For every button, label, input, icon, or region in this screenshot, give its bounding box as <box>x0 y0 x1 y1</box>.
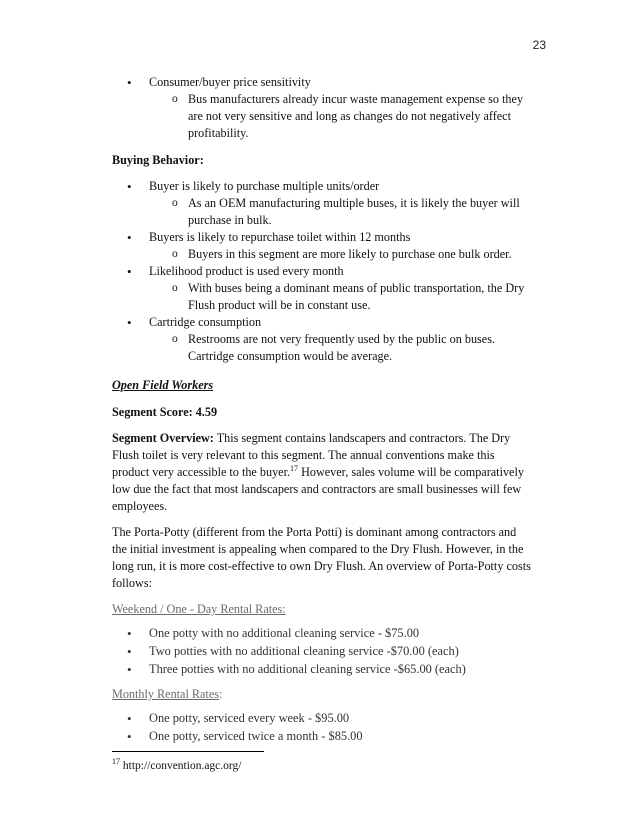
buying-behavior-sub-3a: o With buses being a dominant means of public transportation, the Dry <box>188 280 524 297</box>
segment-overview-line-5: employees. <box>112 499 168 513</box>
porta-potty-paragraph-line-1: The Porta-Potty (different from the Porta Potti) is dominant among contractors and <box>112 525 517 539</box>
buying-behavior-bullet-2: • Buyers is likely to repurchase toilet within 12 months <box>149 229 410 246</box>
buying-behavior-sub-4a: o Restrooms are not very frequently used by the public on buses. <box>188 331 495 348</box>
porta-potty-paragraph-line-4: follows: <box>112 576 152 590</box>
buying-behavior-bullet-1: • Buyer is likely to purchase multiple units/order <box>149 178 379 195</box>
segment-overview-label: Segment Overview: <box>112 431 214 445</box>
footnote-separator <box>112 751 264 752</box>
buying-behavior-bullet-3: • Likelihood product is used every month <box>149 263 344 280</box>
footnote-reference: 17 <box>290 463 299 473</box>
footnote-number: 17 <box>112 757 120 767</box>
segment-overview-line-4: low due the fact that most landscapers and contractors are small businesses will few <box>112 482 522 496</box>
buying-behavior-sub-3b: Flush product will be in constant use. <box>188 298 371 312</box>
price-sensitivity-sub-line-3: profitability. <box>188 126 249 140</box>
segment-overview-line-1 <box>112 430 510 447</box>
monthly-rate-item-1: • One potty, serviced every week - $95.00 <box>149 710 349 727</box>
weekend-rate-item-3: • Three potties with no additional cleaning service -$65.00 (each) <box>149 661 466 678</box>
buying-behavior-bullet-4: • Cartridge consumption <box>149 314 261 331</box>
monthly-rates-heading <box>112 686 222 703</box>
porta-potty-paragraph-line-2: the initial investment is appealing when compared to the Dry Flush. However, in the <box>112 542 524 556</box>
price-sensitivity-bullet: • Consumer/buyer price sensitivity <box>149 74 311 91</box>
porta-potty-paragraph-line-3: long run, it is more cost-effective to own Dry Flush. An overview of Porta-Potty costs <box>112 559 531 573</box>
segment-score: Segment Score: 4.59 <box>112 405 218 419</box>
monthly-rates-heading-text: Monthly Rental Rates <box>112 687 219 701</box>
page-number: 23 <box>532 38 546 52</box>
buying-behavior-heading: Buying Behavior: <box>112 153 204 167</box>
buying-behavior-sub-2a: o Buyers in this segment are more likely to purchase one bulk order. <box>188 246 512 263</box>
weekend-rate-item-2: • Two potties with no additional cleaning service -$70.00 (each) <box>149 643 459 660</box>
footnote-url: http://convention.agc.org/ <box>120 760 242 772</box>
buying-behavior-sub-4b: Cartridge consumption would be average. <box>188 349 393 363</box>
monthly-rates-heading-colon: : <box>218 687 223 701</box>
segment-overview-line-3 <box>112 464 524 481</box>
segment-overview-text-3a: product very accessible to the buyer. <box>112 465 291 479</box>
weekend-rates-heading: Weekend / One - Day Rental Rates: <box>112 602 286 616</box>
price-sensitivity-sub-line-1: o Bus manufacturers already incur waste management expense so they <box>188 91 523 108</box>
weekend-rate-item-1: • One potty with no additional cleaning service - $75.00 <box>149 625 419 642</box>
buying-behavior-sub-1b: purchase in bulk. <box>188 213 272 227</box>
price-sensitivity-sub-line-2: are not very sensitive and long as changes do not negatively affect <box>188 109 511 123</box>
segment-overview-text-1: This segment contains landscapers and contractors. The Dry <box>213 431 511 445</box>
buying-behavior-sub-1a: o As an OEM manufacturing multiple buses, it is likely the buyer will <box>188 195 520 212</box>
segment-overview-line-2: Flush toilet is very relevant to this segment. The annual conventions make this <box>112 448 495 462</box>
monthly-rate-item-2: • One potty, serviced twice a month - $85.00 <box>149 728 363 745</box>
footnote <box>112 758 241 774</box>
segment-title: Open Field Workers <box>112 378 214 392</box>
segment-overview-text-3b: However, sales volume will be comparatively <box>298 465 524 479</box>
